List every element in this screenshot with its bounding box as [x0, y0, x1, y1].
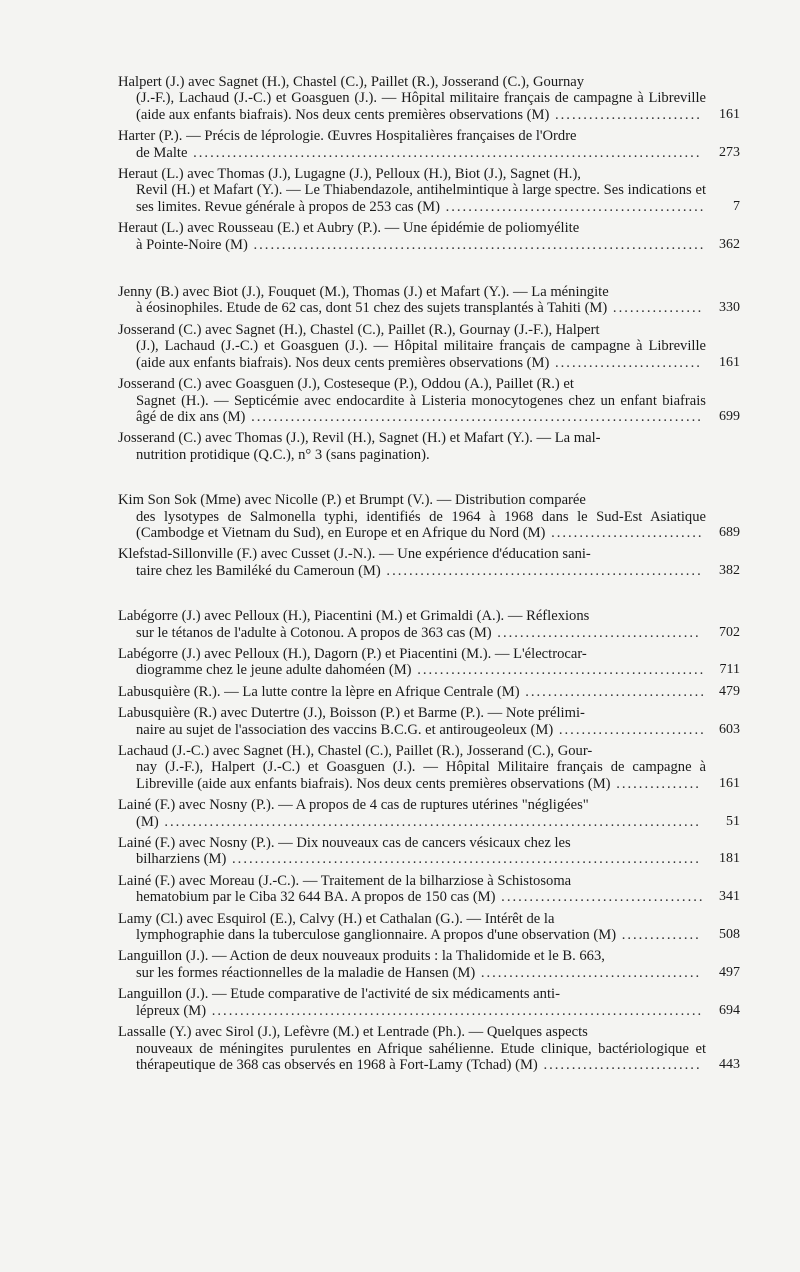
entry-continuation: (M) ............................................................................................... [136, 813, 701, 830]
entry-text [118, 684, 706, 700]
entry-first-line: Lainé (F.) avec Moreau (J.-C.). — Traitement de la bilharziose à Schistosoma [118, 872, 572, 889]
index-entry [118, 705, 740, 738]
leader-dots: ................................ [519, 683, 706, 700]
index-entry [118, 166, 740, 215]
leader-dots: .......................... [549, 106, 702, 123]
page-number: 382 [719, 562, 740, 578]
entry-first-line: Josserand (C.) avec Sagnet (H.), Chastel (C.), Paillet (R.), Gournay (J.-F.), Halpert [118, 321, 600, 338]
page-number: 497 [719, 964, 740, 980]
index-entry [118, 948, 740, 981]
index-entry [118, 1024, 740, 1073]
entry-continuation: (J.), Lachaud (J.-C.) et Goasguen (J.). — Hôpital militaire français de campagne à Libreville (aide aux enfants biafrais). Nos deux cents premières observations (M) .......................... [136, 338, 706, 371]
entry-text [118, 220, 706, 253]
entry-first-line: Klefstad-Sillonville (F.) avec Cusset (J.-N.). — Une expérience d'éducation sani- [118, 546, 591, 563]
entry-continuation: des lysotypes de Salmonella typhi, identifiés de 1964 à 1968 dans le Sud-Est Asiatique (Cambodge et Vietnam du Sud), en Europe et en Afrique du Nord (M) ........................... [136, 508, 706, 541]
index-entry [118, 430, 740, 463]
entry-first-line: Lachaud (J.-C.) avec Sagnet (H.), Chastel (C.), Paillet (R.), Josserand (C.), Gour- [118, 743, 593, 759]
leader-dots: ............... [610, 775, 701, 792]
entry-continuation: Sagnet (H.). — Septicémie avec endocardite à Listeria monocytogenes chez un enfant biafrais âgé de dix ans (M) ................................................................................ [136, 392, 706, 425]
entry-text [118, 646, 706, 679]
entry-first-line: Languillon (J.). — Etude comparative de l'activité de six médicaments anti- [118, 986, 560, 1003]
entry-text [118, 492, 706, 541]
leader-dots: ................ [607, 300, 704, 317]
entry-text [118, 376, 706, 425]
entry-text [118, 797, 706, 830]
entry-text [118, 948, 706, 981]
leader-dots: ....................................... [475, 964, 702, 981]
entry-first-line: Languillon (J.). — Action de deux nouveaux produits : la Thalidomide et le B. 663, [118, 948, 605, 965]
leader-dots: .................................... [495, 889, 705, 906]
entry-continuation: de Malte .......................................................................................... [136, 144, 702, 161]
page-number: 689 [719, 524, 740, 540]
section-gap [118, 258, 740, 284]
page-number: 341 [719, 889, 740, 905]
index-entry [118, 284, 740, 317]
section-gap [118, 468, 740, 492]
entry-first-line: Kim Son Sok (Mme) avec Nicolle (P.) et Brumpt (V.). — Distribution comparée [118, 492, 586, 509]
entry-continuation: diogramme chez le jeune adulte dahoméen (M) ................................................... [136, 662, 706, 679]
leader-dots: .............................................. [439, 198, 706, 215]
entry-first-line: Josserand (C.) avec Goasguen (J.), Costeseque (P.), Oddou (A.), Paillet (R.) et [118, 376, 574, 393]
leader-dots: ........................... [545, 524, 704, 541]
leader-dots: .......................................................................................... [187, 144, 702, 161]
leader-dots: ........................................................ [380, 562, 703, 579]
leader-dots: ................................................................................ [247, 236, 706, 253]
entry-continuation: nouveaux de méningites purulentes en Afrique sahélienne. Etude clinique, bactériologique et thérapeutique de 368 cas observés en 1968 à Fort-Lamy (Tchad) (M) ............................ [136, 1040, 706, 1073]
leader-dots: ....................................................................................... [206, 1002, 704, 1019]
page-number: 694 [719, 1002, 740, 1018]
leader-dots: ............................ [537, 1056, 702, 1073]
index-entry [118, 546, 740, 579]
entry-first-line: Jenny (B.) avec Biot (J.), Fouquet (M.), Thomas (J.) et Mafart (Y.). — La méningite [118, 284, 609, 301]
entry-continuation: bilharziens (M) ................................................................................... [136, 851, 701, 868]
entry-first-line: Labusquière (R.) avec Dutertre (J.), Boisson (P.) et Barme (P.). — Note prélimi- [118, 705, 585, 722]
entry-text [118, 430, 706, 463]
index-entry [118, 911, 740, 944]
entry-first-line: Labégorre (J.) avec Pelloux (H.), Piacentini (M.) et Grimaldi (A.). — Réflexions [118, 608, 590, 625]
leader-dots: ................................................................................ [245, 408, 703, 425]
entry-first-line: Labégorre (J.) avec Pelloux (H.), Dagorn (P.) et Piacentini (M.). — L'électrocar- [118, 645, 587, 662]
entry-text [118, 284, 706, 317]
entry-first-line: Lainé (F.) avec Nosny (P.). — Dix nouveaux cas de cancers vésicaux chez les [118, 835, 571, 852]
entry-text [118, 608, 706, 641]
entry-continuation: à éosinophiles. Etude de 62 cas, dont 51 chez des sujets transplantés à Tahiti (M) ................ [136, 300, 704, 317]
index-entry [118, 684, 740, 700]
entry-text [118, 911, 706, 944]
page-number: 7 [733, 198, 740, 214]
index-entry [118, 322, 740, 371]
entry-continuation: taire chez les Bamiléké du Cameroun (M) ........................................................ [136, 562, 703, 579]
entry-first-line: Josserand (C.) avec Thomas (J.), Revil (H.), Sagnet (H.) et Mafart (Y.). — La mal- [118, 430, 601, 447]
entry-text [118, 128, 706, 161]
entry-text [118, 166, 706, 215]
page-number: 362 [719, 236, 740, 252]
leader-dots: .......................... [553, 721, 706, 738]
entry-continuation: lépreux (M) ....................................................................................... [136, 1002, 704, 1019]
leader-dots: .......................... [549, 354, 702, 371]
index-entry [118, 743, 740, 792]
entry-continuation: nutrition protidique (Q.C.), n° 3 (sans pagination). [136, 446, 430, 463]
page-number: 161 [719, 106, 740, 122]
page-number: 273 [719, 144, 740, 160]
index-entry [118, 128, 740, 161]
entry-text [118, 835, 706, 868]
page-number: 699 [719, 408, 740, 424]
index-entry [118, 835, 740, 868]
page-number: 702 [719, 624, 740, 640]
index-entry [118, 376, 740, 425]
index-entry [118, 646, 740, 679]
leader-dots: ................................................... [411, 662, 706, 679]
leader-dots: .................................... [491, 624, 701, 641]
entry-first-line: Lamy (Cl.) avec Esquirol (E.), Calvy (H.) et Cathalan (G.). — Intérêt de la [118, 910, 555, 927]
page-number: 161 [719, 775, 740, 791]
section-gap [118, 584, 740, 608]
index-entry [118, 220, 740, 253]
entry-continuation: (J.-F.), Lachaud (J.-C.) et Goasguen (J.). — Hôpital militaire français de campagne à Libreville (aide aux enfants biafrais). Nos deux cents premières observations (M) .......................... [136, 90, 706, 123]
page-number: 508 [719, 927, 740, 943]
entry-first-line: Labusquière (R.). — La lutte contre la lèpre en Afrique Centrale (M) ................................ [118, 683, 706, 700]
entry-text [118, 743, 706, 792]
entry-text [118, 546, 706, 579]
author-index-column [118, 74, 740, 1078]
page-number: 330 [719, 300, 740, 316]
page-number: 443 [719, 1056, 740, 1072]
entry-first-line: Heraut (L.) avec Rousseau (E.) et Aubry (P.). — Une épidémie de poliomyélite [118, 220, 580, 237]
entry-first-line: Halpert (J.) avec Sagnet (H.), Chastel (C.), Paillet (R.), Josserand (C.), Gournay [118, 74, 585, 90]
index-entry [118, 873, 740, 906]
entry-continuation: lymphographie dans la tuberculose ganglionnaire. A propos d'une observation (M) .............. [136, 927, 701, 944]
entry-continuation: à Pointe-Noire (M) ................................................................................ [136, 236, 706, 253]
entry-first-line: Harter (P.). — Précis de léprologie. Œuvres Hospitalières françaises de l'Ordre [118, 128, 577, 145]
index-entry [118, 608, 740, 641]
entry-continuation: sur le tétanos de l'adulte à Cotonou. A propos de 363 cas (M) .................................... [136, 624, 701, 641]
entry-continuation: naire au sujet de l'association des vaccins B.C.G. et antirougeoleux (M) .......................... [136, 721, 706, 738]
entry-text [118, 74, 706, 123]
page-number: 51 [726, 813, 740, 829]
entry-text [118, 873, 706, 906]
leader-dots: .............. [616, 927, 701, 944]
page-number: 181 [719, 851, 740, 867]
page-number: 711 [719, 662, 740, 678]
entry-continuation: nay (J.-F.), Halpert (J.-C.) et Goasguen (J.). — Hôpital Militaire français de campagne à Libreville (aide aux enfants biafrais). Nos deux cents premières observations (M) ............... [136, 759, 706, 792]
index-entry [118, 74, 740, 123]
index-entry [118, 986, 740, 1019]
entry-continuation: sur les formes réactionnelles de la maladie de Hansen (M) ....................................... [136, 964, 702, 981]
page-number: 479 [719, 683, 740, 699]
page-number: 161 [719, 354, 740, 370]
entry-text [118, 986, 706, 1019]
leader-dots: ............................................................................................... [158, 813, 701, 830]
entry-text [118, 322, 706, 371]
entry-continuation: hematobium par le Ciba 32 644 BA. A propos de 150 cas (M) .................................... [136, 889, 705, 906]
page-number: 603 [719, 721, 740, 737]
index-entry [118, 492, 740, 541]
entry-first-line: Lassalle (Y.) avec Sirol (J.), Lefèvre (M.) et Lentrade (Ph.). — Quelques aspects [118, 1024, 588, 1041]
entry-text [118, 705, 706, 738]
entry-first-line: Lainé (F.) avec Nosny (P.). — A propos de 4 cas de ruptures utérines "négligées" [118, 797, 589, 814]
entry-continuation: Revil (H.) et Mafart (Y.). — Le Thiabendazole, antihelmintique à large spectre. Ses indications et ses limites. Revue générale à propos de 253 cas (M) .............................................. [136, 182, 706, 215]
leader-dots: ................................................................................... [226, 851, 701, 868]
index-entry [118, 797, 740, 830]
entry-first-line: Heraut (L.) avec Thomas (J.), Lugagne (J.), Pelloux (H.), Biot (J.), Sagnet (H.), [118, 166, 581, 183]
entry-text [118, 1024, 706, 1073]
